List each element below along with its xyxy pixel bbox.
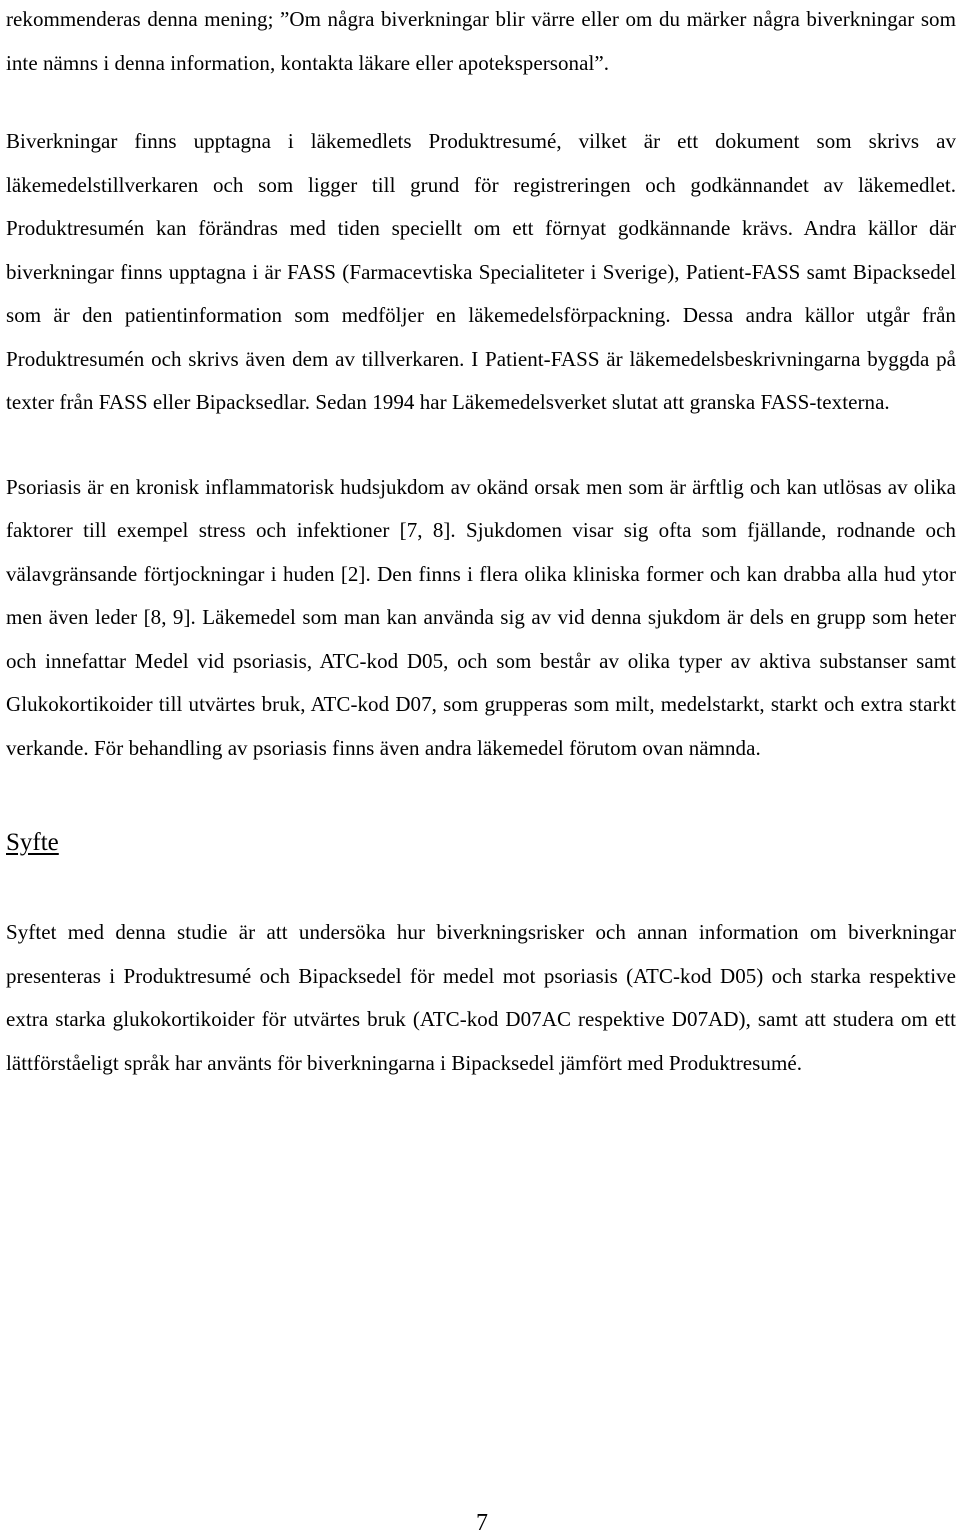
page-number: 7 — [476, 1510, 488, 1536]
paragraph-side-effect-sources: Biverkningar finns upptagna i läkemedlets Produktresumé, vilket är ett dokument som skrivs av läkemedelstillverkaren och som ligger till grund för registreringen och godkännandet av läkemedlet. Produktresumén kan förändras med tiden speciellt om ett förnyat godkännande krävs. Andra källor där biverkningar finns upptagna i är FASS (Farmacevtiska Specialiteter i Sverige), Patient-FASS samt Bipacksedel som är den patientinformation som medföljer en läkemedelsförpackning. Dessa andra källor utgår från Produktresumén och skrivs även dem av tillverkaren. I Patient-FASS är läkemedelsbeskrivningarna byggda på texter från FASS eller Bipacksedlar. Sedan 1994 har Läkemedelsverket slutat att granska FASS-texterna. — [6, 129, 956, 414]
paragraph-psoriasis: Psoriasis är en kronisk inflammatorisk hudsjukdom av okänd orsak men som är ärftlig och kan utlösas av olika faktorer till exempel stress och infektioner [7, 8]. Sjukdomen visar sig ofta som fjällande, rodnande och välavgränsande förtjockningar i huden [2]. Den finns i flera olika kliniska former och kan drabba alla hud ytor men även leder [8, 9]. Läkemedel som man kan använda sig av vid denna sjukdom är dels en grupp som heter och innefattar Medel vid psoriasis, ATC-kod D05, och som består av olika typer av aktiva substanser samt Glukokortikoider till utvärtes bruk, ATC-kod D07, som grupperas som milt, medelstarkt, starkt och extra starkt verkande. För behandling av psoriasis finns även andra läkemedel förutom ovan nämnda. — [6, 474, 956, 760]
paragraph-warning-sentence: rekommenderas denna mening; ”Om några biverkningar blir värre eller om du märker några biverkningar som inte nämns i denna information, kontakta läkare eller apotekspersonal”. — [6, 7, 956, 75]
section-heading-syfte: Syfte — [6, 829, 59, 856]
document-page — [6, 0, 956, 1085]
paragraph-syfte: Syftet med denna studie är att undersöka hur biverkningsrisker och annan information om biverkningar presenteras i Produktresumé och Bipacksedel för medel mot psoriasis (ATC-kod D05) och starka respektive extra starka glukokortikoider för utvärtes bruk (ATC-kod D07AC respektive D07AD), samt att studera om ett lättförståeligt språk har använts för biverkningarna i Bipacksedel jämfört med Produktresumé. — [6, 920, 956, 1075]
